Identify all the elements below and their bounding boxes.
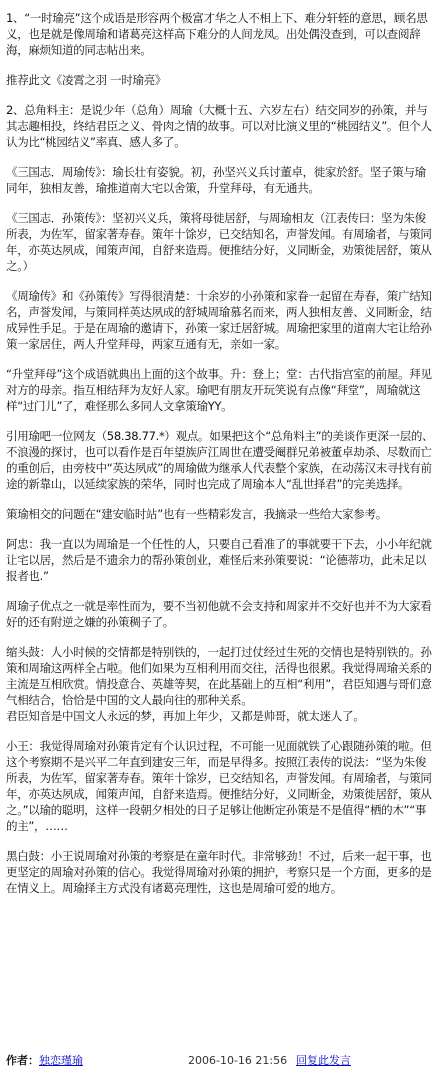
- paragraph-2: 推荐此文《凌霄之羽 一时瑜亮》: [6, 73, 167, 87]
- paragraph-5: 《三国志．孙策传》：坚初兴义兵，策将母徙居舒，与周瑜相友（江表传曰：坚为朱俊所表，为佐军，留家著寿春。策年十馀岁，已交结知名，声誉发闻。有周瑜者，与策同年，亦英达夙成，闻策声闻，自舒来造焉。便推结分好，义同断金，劝策徙居舒，策从之。）: [6, 211, 432, 273]
- paragraph-10: 阿忠：我一直以为周瑜是一个任性的人，只要自己看准了的事就要干下去，小小年纪就让宅以居，然后是不遗余力的帮孙策创业，难怪后来孙策要说：“论德蒂功，此未足以报者也.”: [6, 537, 432, 583]
- paragraph-11: 周瑜子优点之一就是率性而为，要不当初他就不会支持和周家并不交好也并不为大家看好的还有附逆之嫌的孙策稠子了。: [6, 599, 432, 629]
- post-timestamp: 2006-10-16 21:56: [188, 1054, 288, 1067]
- paragraph-4: 《三国志．周瑜传》：瑜长壮有姿貌。初，孙坚兴义兵讨董卓，徙家於舒。坚子策与瑜同年，独相友善，瑜推道南大宅以舍策，升堂拜母，有无通共。: [6, 165, 426, 195]
- paragraph-12: 缩头鼓：人小时候的交情都是特别铁的，一起打过仗经过生死的交情也是特别铁的。孙策和周瑜这两样全占啦。他们如果为互相利用而交往，活得也很累。我觉得周瑜关系的主流是互相欣赏。情投意合、英雄等契，在此基础上的互相“利用”，君臣知遇与哥们意气相结合，恰恰是中国的文人最向往的那种关系。: [6, 645, 432, 707]
- post-footer: [6, 1054, 436, 1068]
- paragraph-1: 1、“一时瑜亮”这个成语是形容两个极富才华之人不相上下、难分轩轾的意思，顾名思义，也是就是像周瑜和诸葛亮这样高下难分的人间龙凤。出处偶没查到，可以查阅辞海，麻烦知道的同志帖出来。: [6, 11, 428, 57]
- author-label: 作者：: [6, 1054, 39, 1067]
- paragraph-3: 2、总角料主：是说少年（总角）周瑜（大概十五、六岁左右）结交同岁的孙策，并与其志趣相投，终结君臣之义、骨肉之情的故事。可以对比演义里的“桃园结义”。但个人认为比“桃园结义”率真、感人多了。: [6, 103, 432, 149]
- paragraph-15: 黑白鼓：小王说周瑜对孙策的考察是在童年时代。非常够劲！不过，后来一起干事，也更坚定的周瑜对孙策的信心。我觉得周瑜对孙策的拥护，考察只是一个方面，更多的是在情义上。周瑜择主方式没有诸葛亮理性，这也是周瑜可爱的地方。: [6, 849, 432, 895]
- paragraph-9: 策瑜相交的问题在“建安临时站”也有一些精彩发言，我摘录一些给大家参考。: [6, 507, 387, 521]
- paragraph-8: 引用瑜吧一位网友（58.38.77.*）观点。如果把这个“总角料主”的美谈作更深一层的、不浪漫的探讨，也可以看作是百年望族庐江周世在遭受阉群兄弟被董卓劫杀、尽数而亡的重创后，由旁枝中“英达夙成”的周瑜做为继承人代表整个家族，在动荡汉末寻找有前途的新靠山，以延续家族的荣华，同时也完成了周瑜本人“乱世择君”的完美选择。: [6, 429, 434, 491]
- paragraph-14: 小王：我觉得周瑜对孙策肯定有个认识过程，不可能一见面就铁了心跟随孙策的啦。但这个考察期不是兴平二年直到建安三年，而是早得多。按照江表传的说法：“坚为朱俊所表，为佐军，留家著寿春。策年十馀岁，已交结知名，声誉发闻。有周瑜者，与策同年，亦英达夙成，闻策声闻，自舒来造焉。便推结分好，义同断金，劝策徙居舒，策从之。”以瑜的聪明，这样一段朝夕相处的日子足够让他断定孙策是不是值得“栖的木”“事的主”，……: [6, 739, 432, 833]
- author-link[interactable]: 独恋瑾瑜: [39, 1054, 83, 1067]
- paragraph-6: 《周瑜传》和《孙策传》写得很清楚：十余岁的小孙策和家眷一起留在寿春，策广结知名，声誉发闻，与策同样英达夙成的舒城周瑜慕名而来，两人独相友善、义同断金，结成异性手足。于是在周瑜的邀请下，孙策一家迁居舒城。周瑜把家里的道南大宅让给孙策一家居住，两人升堂拜母，两家互通有无，亲如一家。: [6, 289, 432, 351]
- paragraph-7: “升堂拜母”这个成语就典出上面的这个故事。升：登上；堂：古代指宫室的前屋。拜见对方的母亲。指互相结拜为友好人家。瑜吧有朋友开玩笑说有点像“拜堂”，周瑜就这样“过门儿”了，难怪那么多同人文拿策瑜YY。: [6, 367, 432, 413]
- reply-link[interactable]: 回复此发言: [296, 1054, 351, 1067]
- paragraph-13: 君臣知音是中国文人永远的梦，再加上年少，又都是帅哥，就太迷人了。: [6, 709, 365, 723]
